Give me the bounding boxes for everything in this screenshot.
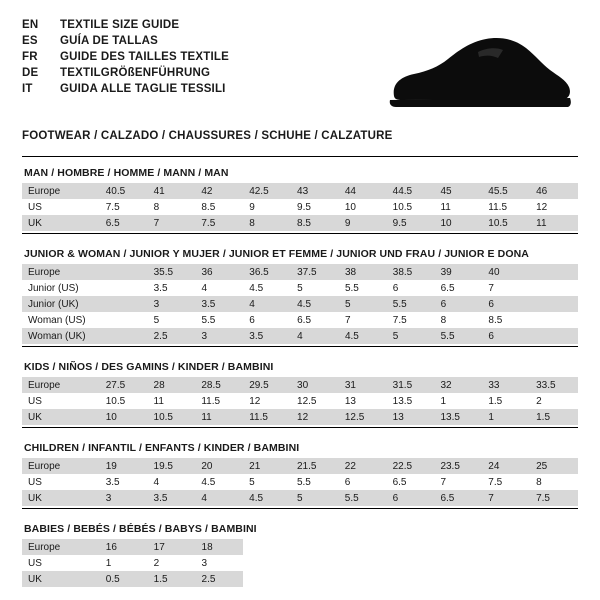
cell: 40.5 (100, 183, 148, 199)
row-label: US (22, 474, 100, 490)
language-row (22, 34, 229, 48)
cell: 8.5 (291, 215, 339, 231)
cell-empty (387, 539, 435, 555)
document-header (22, 18, 578, 114)
cell-empty (243, 539, 291, 555)
cell-empty (435, 555, 483, 571)
cell: 35.5 (148, 264, 196, 280)
cell: 10.5 (100, 393, 148, 409)
size-block-junior-woman (22, 248, 578, 347)
cell-empty (291, 555, 339, 571)
cell: 13.5 (435, 409, 483, 425)
table-row (22, 264, 578, 280)
cell: 5.5 (339, 490, 387, 506)
cell: 3.5 (243, 328, 291, 344)
cell: 10.5 (482, 215, 530, 231)
cell: 0.5 (100, 571, 148, 587)
table-row (22, 280, 578, 296)
cell: 12.5 (291, 393, 339, 409)
cell: 10 (434, 215, 482, 231)
cell: 11 (434, 199, 482, 215)
cell: 2.5 (148, 328, 196, 344)
cell: 5 (291, 490, 339, 506)
cell: 39 (435, 264, 483, 280)
cell: 4.5 (243, 280, 291, 296)
cell: 10 (100, 409, 148, 425)
cell: 21.5 (291, 458, 339, 474)
size-block-kids (22, 361, 578, 428)
cell: 13.5 (387, 393, 435, 409)
cell: 1.5 (482, 393, 530, 409)
cell (530, 264, 578, 280)
cell: 4 (148, 474, 196, 490)
cell: 6 (482, 296, 530, 312)
cell (530, 328, 578, 344)
cell: 6 (482, 328, 530, 344)
table-row (22, 393, 578, 409)
cell: 37.5 (291, 264, 339, 280)
cell: 4 (243, 296, 291, 312)
language-code: EN (22, 19, 39, 31)
language-row (22, 50, 229, 64)
cell: 13 (339, 393, 387, 409)
table-row (22, 555, 578, 571)
cell (530, 312, 578, 328)
cell: 8 (435, 312, 483, 328)
cell: 3 (196, 555, 244, 571)
cell: 31.5 (387, 377, 435, 393)
table-row (22, 571, 578, 587)
cell-empty (482, 539, 530, 555)
cell: 28 (148, 377, 196, 393)
cell: 6 (243, 312, 291, 328)
cell: 12 (243, 393, 291, 409)
cell: 19 (100, 458, 148, 474)
cell: 7 (434, 474, 482, 490)
cell: 33 (482, 377, 530, 393)
cell: 24 (482, 458, 530, 474)
cell: 32 (435, 377, 483, 393)
cell-empty (243, 571, 291, 587)
cell: 6 (387, 280, 435, 296)
row-label: Woman (UK) (22, 328, 100, 344)
language-row (22, 66, 229, 80)
cell: 5 (291, 280, 339, 296)
cell: 5 (387, 328, 435, 344)
cell: 4 (195, 280, 243, 296)
cell: 7.5 (387, 312, 435, 328)
size-block-babies (22, 523, 578, 587)
size-table (22, 377, 578, 425)
cell: 7 (339, 312, 387, 328)
size-table (22, 539, 578, 587)
cell: 6 (339, 474, 387, 490)
cell: 4 (195, 490, 243, 506)
cell: 33.5 (530, 377, 578, 393)
cell: 11.5 (482, 199, 530, 215)
cell: 1 (435, 393, 483, 409)
cell-empty (435, 539, 483, 555)
cell (100, 280, 148, 296)
cell: 38.5 (387, 264, 435, 280)
cell: 8.5 (482, 312, 530, 328)
language-title: GUÍA DE TALLAS (60, 35, 158, 47)
cell: 3.5 (100, 474, 148, 490)
language-code: ES (22, 35, 38, 47)
category-heading: FOOTWEAR / CALZADO / CHAUSSURES / SCHUHE / CALZATURE (22, 130, 393, 142)
cell: 9 (243, 199, 291, 215)
cell: 2.5 (196, 571, 244, 587)
cell: 1 (100, 555, 148, 571)
cell: 45.5 (482, 183, 530, 199)
row-label: UK (22, 409, 100, 425)
language-title: TEXTILE SIZE GUIDE (60, 19, 180, 31)
cell-empty (291, 539, 339, 555)
cell-empty (435, 571, 483, 587)
language-title-list (22, 18, 229, 96)
cell: 22 (339, 458, 387, 474)
cell: 3.5 (148, 490, 196, 506)
block-divider (22, 427, 578, 428)
cell: 5 (148, 312, 196, 328)
cell: 25 (530, 458, 578, 474)
cell: 8.5 (195, 199, 243, 215)
cell: 16 (100, 539, 148, 555)
cell: 6.5 (100, 215, 148, 231)
block-divider (22, 233, 578, 234)
block-title: MAN / HOMBRE / HOMME / MANN / MAN (24, 167, 229, 179)
cell: 5 (339, 296, 387, 312)
language-title: GUIDE DES TAILLES TEXTILE (60, 51, 229, 63)
cell: 7 (148, 215, 196, 231)
cell (100, 328, 148, 344)
cell: 3.5 (195, 296, 243, 312)
cell-empty (339, 555, 387, 571)
cell-empty (387, 571, 435, 587)
table-row (22, 215, 578, 231)
row-label: Europe (22, 264, 100, 280)
language-row (22, 18, 229, 32)
cell: 5.5 (339, 280, 387, 296)
row-label: US (22, 555, 100, 571)
cell: 19.5 (148, 458, 196, 474)
cell: 6 (387, 490, 435, 506)
cell: 23.5 (434, 458, 482, 474)
cell: 7.5 (482, 474, 530, 490)
cell: 5.5 (195, 312, 243, 328)
table-row (22, 474, 578, 490)
block-title: KIDS / NIÑOS / DES GAMINS / KINDER / BAMBINI (24, 361, 274, 373)
cell-empty (530, 555, 578, 571)
cell (100, 296, 148, 312)
table-row (22, 296, 578, 312)
cell: 10 (339, 199, 387, 215)
row-label: US (22, 199, 100, 215)
cell: 8 (243, 215, 291, 231)
cell: 10.5 (148, 409, 196, 425)
cell: 30 (291, 377, 339, 393)
cell: 4.5 (291, 296, 339, 312)
cell: 7 (482, 280, 530, 296)
row-label: Europe (22, 539, 100, 555)
cell: 29.5 (243, 377, 291, 393)
row-label: Europe (22, 183, 100, 199)
cell: 1.5 (148, 571, 196, 587)
table-row (22, 377, 578, 393)
cell: 21 (243, 458, 291, 474)
table-row (22, 458, 578, 474)
cell: 11 (530, 215, 578, 231)
cell: 36.5 (243, 264, 291, 280)
cell: 46 (530, 183, 578, 199)
table-row (22, 328, 578, 344)
cell: 1 (482, 409, 530, 425)
cell: 36 (195, 264, 243, 280)
row-label: Europe (22, 377, 100, 393)
cell: 11.5 (195, 393, 243, 409)
cell: 6.5 (387, 474, 435, 490)
row-label: UK (22, 571, 100, 587)
cell: 41 (148, 183, 196, 199)
size-table (22, 458, 578, 506)
cell: 44 (339, 183, 387, 199)
cell-empty (339, 539, 387, 555)
cell: 12 (530, 199, 578, 215)
cell (100, 264, 148, 280)
block-divider (22, 346, 578, 347)
cell: 12.5 (339, 409, 387, 425)
cell: 9.5 (387, 215, 435, 231)
cell: 3 (148, 296, 196, 312)
table-row (22, 199, 578, 215)
cell: 1.5 (530, 409, 578, 425)
cell: 6.5 (435, 280, 483, 296)
cell: 13 (387, 409, 435, 425)
cell: 4.5 (243, 490, 291, 506)
cell: 45 (434, 183, 482, 199)
language-code: DE (22, 67, 39, 79)
cell: 6.5 (434, 490, 482, 506)
cell: 11 (148, 393, 196, 409)
row-label: Europe (22, 458, 100, 474)
cell: 7.5 (100, 199, 148, 215)
language-code: FR (22, 51, 38, 63)
cell: 5 (243, 474, 291, 490)
cell: 12 (291, 409, 339, 425)
dress-shoe-icon (382, 34, 572, 114)
cell-empty (482, 555, 530, 571)
cell: 5.5 (435, 328, 483, 344)
cell: 27.5 (100, 377, 148, 393)
cell: 4.5 (339, 328, 387, 344)
block-title: JUNIOR & WOMAN / JUNIOR Y MUJER / JUNIOR ET FEMME / JUNIOR UND FRAU / JUNIOR E DONA (24, 248, 529, 260)
cell-empty (243, 555, 291, 571)
size-table (22, 183, 578, 231)
cell: 7 (482, 490, 530, 506)
cell: 43 (291, 183, 339, 199)
table-row (22, 490, 578, 506)
row-label: UK (22, 490, 100, 506)
cell: 3.5 (148, 280, 196, 296)
cell: 2 (530, 393, 578, 409)
row-label: Junior (UK) (22, 296, 100, 312)
block-title: CHILDREN / INFANTIL / ENFANTS / KINDER / BAMBINI (24, 442, 300, 454)
cell: 3 (100, 490, 148, 506)
cell: 42.5 (243, 183, 291, 199)
cell: 8 (530, 474, 578, 490)
table-row (22, 409, 578, 425)
size-block-man (22, 167, 578, 234)
table-row (22, 539, 578, 555)
cell: 5.5 (291, 474, 339, 490)
language-row (22, 82, 229, 96)
cell: 9.5 (291, 199, 339, 215)
row-label: Junior (US) (22, 280, 100, 296)
cell: 17 (148, 539, 196, 555)
cell: 9 (339, 215, 387, 231)
cell: 5.5 (387, 296, 435, 312)
cell: 42 (195, 183, 243, 199)
cell: 20 (195, 458, 243, 474)
cell (530, 280, 578, 296)
cell: 8 (148, 199, 196, 215)
row-label: Woman (US) (22, 312, 100, 328)
cell: 2 (148, 555, 196, 571)
language-title: TEXTILGRÖßENFÜHRUNG (60, 67, 211, 79)
cell: 11 (195, 409, 243, 425)
size-block-children (22, 442, 578, 509)
cell: 22.5 (387, 458, 435, 474)
cell: 6.5 (291, 312, 339, 328)
cell: 4.5 (195, 474, 243, 490)
row-label: UK (22, 215, 100, 231)
cell (100, 312, 148, 328)
language-code: IT (22, 83, 33, 95)
cell: 18 (196, 539, 244, 555)
cell: 40 (482, 264, 530, 280)
cell-empty (482, 571, 530, 587)
size-table (22, 264, 578, 344)
cell-empty (387, 555, 435, 571)
table-row (22, 312, 578, 328)
cell: 6 (435, 296, 483, 312)
block-title: BABIES / BEBÉS / BÉBÉS / BABYS / BAMBINI (24, 523, 257, 535)
header-divider (22, 156, 578, 157)
cell: 4 (291, 328, 339, 344)
cell-empty (291, 571, 339, 587)
cell: 10.5 (387, 199, 435, 215)
block-divider (22, 508, 578, 509)
cell-empty (530, 571, 578, 587)
language-title: GUIDA ALLE TAGLIE TESSILI (60, 83, 226, 95)
cell: 3 (195, 328, 243, 344)
cell-empty (339, 571, 387, 587)
table-row (22, 183, 578, 199)
row-label: US (22, 393, 100, 409)
cell: 7.5 (530, 490, 578, 506)
cell: 31 (339, 377, 387, 393)
cell: 7.5 (195, 215, 243, 231)
cell (530, 296, 578, 312)
cell: 38 (339, 264, 387, 280)
cell: 44.5 (387, 183, 435, 199)
cell: 11.5 (243, 409, 291, 425)
cell-empty (530, 539, 578, 555)
cell: 28.5 (195, 377, 243, 393)
